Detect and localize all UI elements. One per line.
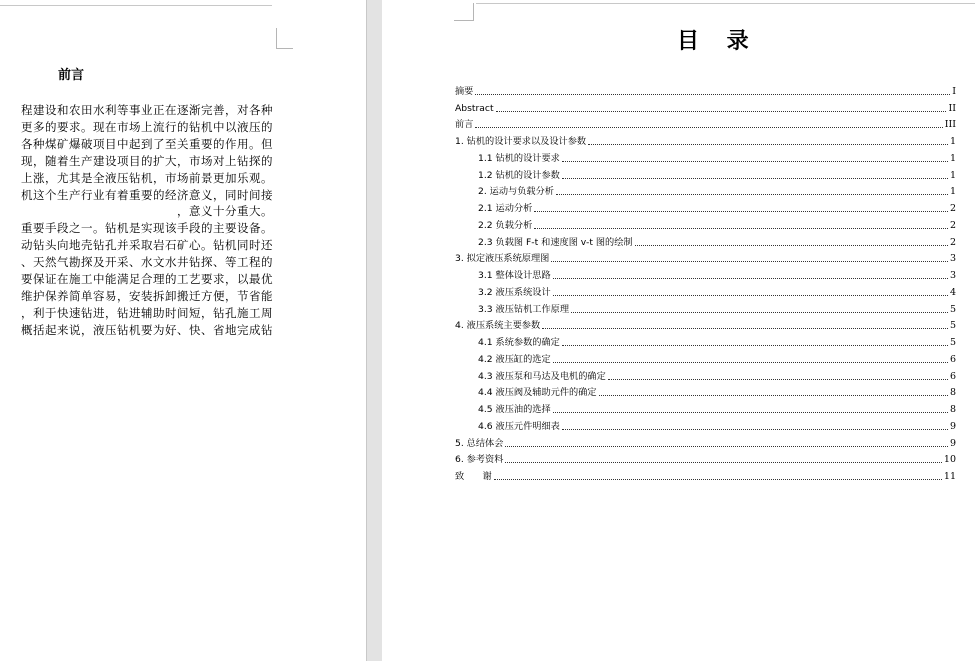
toc-entry-title: 4.2 液压缸的选定 xyxy=(478,353,551,365)
toc-entry[interactable] xyxy=(455,198,956,215)
toc-entry[interactable] xyxy=(455,466,956,483)
toc-entry[interactable] xyxy=(455,249,956,266)
toc-entry-title: 6. 参考资料 xyxy=(455,454,504,466)
toc-dot-leader xyxy=(475,93,950,95)
toc-entry-title: Abstract xyxy=(455,102,494,114)
preface-text-line: 程建设和农田水利等事业正在逐渐完善，对各种 xyxy=(21,103,273,117)
toc-dot-leader xyxy=(553,361,948,363)
page-gap xyxy=(366,0,383,661)
toc-entry[interactable] xyxy=(455,148,956,165)
toc-entry[interactable] xyxy=(455,383,956,400)
toc-dot-leader xyxy=(562,160,948,162)
toc-entry-title: 4.3 液压泵和马达及电机的确定 xyxy=(478,370,606,382)
toc-dot-leader xyxy=(542,327,948,329)
toc-entry-title: 4.6 液压元件明细表 xyxy=(478,420,560,432)
toc-dot-leader xyxy=(505,445,948,447)
toc-dot-leader xyxy=(556,193,948,195)
toc-entry-page: 8 xyxy=(949,387,956,399)
toc-entry[interactable] xyxy=(455,282,956,299)
toc-entry-page: 1 xyxy=(949,152,956,164)
toc-entry[interactable] xyxy=(455,316,956,333)
toc-entry-page: 11 xyxy=(943,471,956,482)
toc-entry[interactable] xyxy=(455,265,956,282)
toc-entry-page: 2 xyxy=(949,219,956,231)
preface-text-line: ，利于快速钻进，钻进辅助时间短，钻孔施工周 xyxy=(21,305,273,320)
toc-entry-page: 5 xyxy=(949,303,956,315)
toc-entry-page: 6 xyxy=(949,353,956,365)
toc-dot-leader xyxy=(553,277,948,279)
toc-dot-leader xyxy=(562,428,948,430)
toc-entry-title: 4.4 液压阀及辅助元件的确定 xyxy=(478,387,597,399)
toc-entry[interactable] xyxy=(455,416,956,433)
toc-entry-page: 4 xyxy=(949,286,956,298)
toc-entry-title: 3.2 液压系统设计 xyxy=(478,286,551,298)
toc-entry-page: 1 xyxy=(949,186,956,198)
toc-entry-page: 8 xyxy=(949,404,956,415)
toc-entry[interactable] xyxy=(455,115,956,132)
preface-heading: 前言 xyxy=(58,68,85,83)
toc-dot-leader xyxy=(553,294,948,296)
toc-entry-page: 5 xyxy=(949,337,956,348)
toc-entry-title: 3.1 整体设计思路 xyxy=(478,270,551,281)
table-of-contents[interactable] xyxy=(455,81,956,483)
preface-text-line: 上涨，尤其是全液压钻机，市场前景更加乐观。 xyxy=(21,170,273,185)
preface-text-line: 、天然气勘探及开采、水文水井钻探、等工程的 xyxy=(21,255,273,270)
toc-dot-leader xyxy=(534,227,948,229)
toc-dot-leader xyxy=(599,394,948,396)
toc-entry[interactable] xyxy=(455,165,956,182)
toc-entry-page: 2 xyxy=(949,236,956,248)
toc-entry[interactable] xyxy=(455,299,956,316)
toc-entry-page: 9 xyxy=(949,420,956,432)
toc-entry-page: 3 xyxy=(949,270,956,281)
toc-entry-title: 1.1 钻机的设计要求 xyxy=(478,152,560,164)
preface-text-line: ，意义十分重大。 xyxy=(177,204,273,219)
toc-entry-page: 6 xyxy=(949,370,956,382)
toc-entry-title: 前言 xyxy=(455,119,474,131)
toc-entry[interactable] xyxy=(455,332,956,349)
toc-entry-page: 9 xyxy=(949,437,956,449)
toc-entry-page: 3 xyxy=(949,253,956,265)
toc-entry-title: 3.3 液压钻机工作原理 xyxy=(478,303,570,315)
toc-entry-title: 2. 运动与负载分析 xyxy=(478,186,554,198)
document-page-left xyxy=(0,0,366,661)
toc-entry[interactable] xyxy=(455,131,956,148)
toc-entry[interactable] xyxy=(455,232,956,249)
preface-text-line: 维护保养简单容易，安装拆卸搬迁方便，节省能 xyxy=(21,288,273,303)
toc-entry-page: 1 xyxy=(949,136,956,147)
toc-entry-title: 1.2 钻机的设计参数 xyxy=(478,169,560,181)
toc-entry-title: 致 谢 xyxy=(455,471,492,482)
toc-dot-leader xyxy=(588,143,948,145)
toc-entry-title: 2.2 负载分析 xyxy=(478,219,533,231)
toc-entry[interactable] xyxy=(455,366,956,383)
toc-entry-page: II xyxy=(948,102,956,114)
preface-text-line: 动钻头向地壳钻孔并采取岩石矿心。钻机同时还 xyxy=(21,238,273,253)
toc-entry-title: 2.3 负载图 F-t 和速度图 v-t 图的绘制 xyxy=(478,236,633,248)
preface-text-line: 概括起来说，液压钻机要为好、快、省地完成钻 xyxy=(21,322,273,337)
toc-dot-leader xyxy=(553,411,948,413)
toc-entry-title: 5. 总结体会 xyxy=(455,437,504,449)
toc-dot-leader xyxy=(494,478,942,480)
toc-dot-leader xyxy=(505,461,941,463)
preface-text-line: 机这个生产行业有着重要的经济意义，同时间接 xyxy=(21,187,273,202)
toc-title: 目 录 xyxy=(677,29,759,54)
margin-corner-marker xyxy=(276,28,293,49)
toc-entry-title: 4. 液压系统主要参数 xyxy=(455,320,541,332)
preface-paragraph[interactable] xyxy=(0,102,273,339)
toc-dot-leader xyxy=(562,177,948,179)
toc-entry-title: 摘要 xyxy=(455,85,474,97)
toc-entry-page: I xyxy=(952,85,956,97)
margin-corner-marker xyxy=(454,3,474,21)
preface-text-line: 要保证在施工中能满足合理的工艺要求，以最优 xyxy=(21,272,273,287)
preface-text-line: 重要手段之一。钻机是实现该手段的主要设备。 xyxy=(21,221,273,236)
toc-entry-title: 4.1 系统参数的确定 xyxy=(478,337,560,348)
toc-entry-page: III xyxy=(944,119,956,131)
toc-entry-title: 3. 拟定液压系统原理图 xyxy=(455,253,550,265)
toc-entry[interactable] xyxy=(455,98,956,115)
toc-entry[interactable] xyxy=(455,399,956,416)
toc-entry-page: 1 xyxy=(949,169,956,181)
toc-entry-page: 2 xyxy=(949,203,956,214)
toc-entry[interactable] xyxy=(455,349,956,366)
page-edge-line xyxy=(476,3,975,4)
preface-text-line: 各种煤矿爆破项目中起到了至关重要的作用。但 xyxy=(21,136,273,151)
toc-entry-title: 4.5 液压油的选择 xyxy=(478,404,551,415)
toc-dot-leader xyxy=(475,126,942,128)
toc-entry[interactable] xyxy=(455,81,956,98)
toc-entry-title: 1. 钻机的设计要求以及设计参数 xyxy=(455,136,587,147)
toc-dot-leader xyxy=(608,378,948,380)
toc-dot-leader xyxy=(534,210,948,212)
toc-dot-leader xyxy=(496,110,947,112)
toc-entry[interactable] xyxy=(455,215,956,232)
toc-dot-leader xyxy=(635,244,948,246)
toc-entry-title: 2.1 运动分析 xyxy=(478,203,533,214)
toc-entry[interactable] xyxy=(455,450,956,467)
toc-dot-leader xyxy=(562,344,948,346)
toc-dot-leader xyxy=(551,260,948,262)
toc-entry[interactable] xyxy=(455,433,956,450)
toc-entry-page: 5 xyxy=(949,320,956,332)
toc-entry[interactable] xyxy=(455,182,956,199)
preface-text-line: 现，随着生产建设项目的扩大，市场对上钻探的 xyxy=(21,153,273,168)
toc-entry-page: 10 xyxy=(943,454,956,466)
toc-dot-leader xyxy=(571,311,948,313)
page-edge-line xyxy=(0,5,272,6)
preface-text-line: 更多的要求。现在市场上流行的钻机中以液压的 xyxy=(21,119,273,134)
